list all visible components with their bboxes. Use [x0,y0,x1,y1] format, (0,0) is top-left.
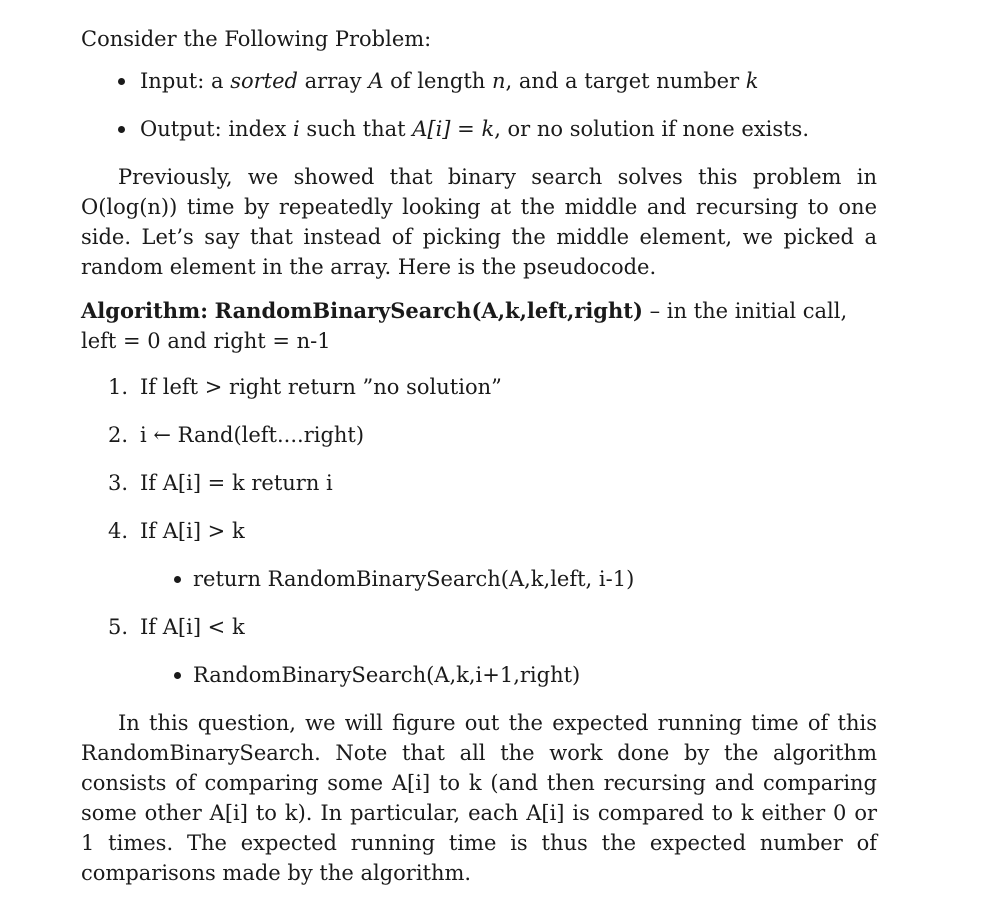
step-4 [81,516,877,546]
algorithm-steps-cont [81,612,877,642]
paragraph-question: In this question, we will figure out the expected running time of this RandomBinarySearch. Note that all the work done by the algorithm consists of comparing some A[i] to k (and then recursing and comparing some other A[i] to k). In particular, each A[i] is compared to k either 0 or 1 times. The expected running time is thus the expected number of comparisons made by the algorithm. [81,711,877,885]
step-text: If A[i] = k return i [140,471,333,495]
step-2 [81,420,877,450]
input-text-4: , and a target number [505,69,746,93]
sorted-emphasis: sorted [230,69,298,93]
step-text: If left > right return ”no solution” [140,375,502,399]
output-text-1: Output: index [140,117,293,141]
var-n: n [492,69,506,93]
step-1 [81,372,877,402]
step-number: 5. [108,615,129,639]
input-text-2: array [297,69,369,93]
step-5 [81,612,877,642]
algorithm-name: RandomBinarySearch(A,k,left,right) [214,298,643,323]
algorithm-note: – in the initial call, left = 0 and right = n-1 [81,299,848,353]
input-text-1: Input: a [140,69,231,93]
algorithm-label: Algorithm: [81,298,208,323]
bullet-icon [174,576,181,583]
var-k: k [745,69,759,93]
step-4-sub-bullet [81,564,877,594]
step-text: If A[i] > k [140,519,245,543]
document-page [81,24,877,902]
input-bullet [81,66,877,96]
output-expression: A[i] = k [412,117,495,141]
algorithm-steps [81,372,877,546]
step-5-sub-bullet [81,660,877,690]
problem-bullets [81,66,877,144]
output-text-2: such that [299,117,413,141]
step-5-sub-text: RandomBinarySearch(A,k,i+1,right) [193,663,581,687]
intro-heading: Consider the Following Problem: [81,27,432,51]
step-3 [81,468,877,498]
algorithm-heading [81,296,877,356]
input-text-3: of length [383,69,493,93]
var-i: i [292,117,300,141]
step-number: 4. [108,519,129,543]
step-4-sub-text: return RandomBinarySearch(A,k,left, i-1) [193,567,635,591]
output-bullet [81,114,877,144]
step-number: 3. [108,471,129,495]
bullet-icon [118,126,125,133]
output-text-3: , or no solution if none exists. [494,117,810,141]
step-text: i ← Rand(left....right) [140,423,365,447]
bullet-icon [118,78,125,85]
step-number: 1. [108,375,129,399]
bullet-icon [174,672,181,679]
step-text: If A[i] < k [140,615,245,639]
paragraph-previously: Previously, we showed that binary search solves this problem in O(log(n)) time by repeatedly looking at the middle and recursing to one side. Let’s say that instead of picking the middle element, we picked a random element in the array. Here is the pseudocode. [81,165,877,279]
step-number: 2. [108,423,129,447]
var-a: A [368,69,384,93]
